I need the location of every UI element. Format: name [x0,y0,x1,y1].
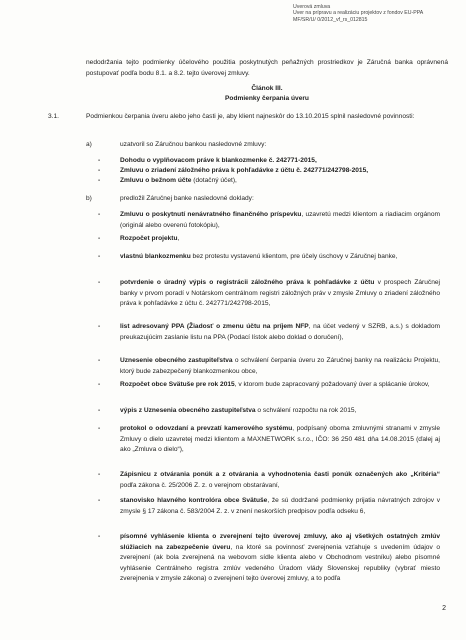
document-item-rest: , v ktorom bude zapracovaný požadovaný úver a splácanie úrokov, [234,381,430,388]
point-b-label: b) [86,195,92,202]
document-item-rest: podľa zákona č. 25/2006 Z. z. o verejnom obstarávaní, [120,481,280,489]
document-item-rest: , podpísaný oboma zmluvnými stranami v zmysle Zmluvy o dielo uzavretej medzi klientom a MAXNETWORK s.r.o., IČO: 36 250 481 dňa 14.08.2015 (ďalej aj ako „Zmluva o dielo“), [120,425,440,453]
document-item [120,532,440,585]
dash-bullet: - [98,533,101,540]
document-item-rest: , na účet vedený v SZRB, a.s.) s dokladom preukazujúcim zaslanie listu na PPA (Podací lístok alebo doklad o doručení), [120,323,440,341]
document-item-bold: stanovisko hlavného kontrolóra obce Svätuše [120,497,268,504]
document-header [293,4,458,23]
document-item [120,234,440,245]
document-item-bold: Rozpočet projektu [120,235,178,242]
document-item-bold: potvrdenie o úradný výpis o registrácii záložného práva k pohľadávke z účtu [120,279,375,286]
point-b-text: predložil Záručnej banke nasledovné doklady: [120,195,254,202]
contract-item [120,176,440,187]
document-item [120,380,440,391]
document-item-bold: Uznesenie obecného zastupiteľstva [120,357,233,364]
contract-item-bold: Zmluvu o bežnom účte [120,177,192,184]
dash-bullet: - [98,253,101,260]
document-item [120,252,440,263]
document-item [120,424,440,456]
article-number: Článok III. [251,85,283,92]
document-item [120,406,440,417]
contract-item-rest: (dotačný účet), [191,177,237,184]
document-item [120,470,440,491]
section-text: Podmienkou čerpania úveru alebo jeho časti je, aby klient najneskôr do 13.10.2015 splnil nasledovné povinnosti: [86,113,415,120]
document-item-rest: , na ktoré sa povinnosť zverejnenia vzťahuje s uvedením údajov o zverejnení (ak bola zverejnená na webovom sídle klienta alebo v Obchodnom vestníku) alebo písomné vyhlásenie Centrálneho registra zmlúv vedeného Úradom vlády Slovenskej republiky (vybrať miesto zverejnenia v zmysle zákona) o zverejnení tejto úverovej zmluvy, a to podľa [120,543,440,582]
dash-bullet: - [98,279,101,286]
header-line: MF/SR/Ú/ 0/2012_vf_rs_012815 [293,16,368,23]
document-item [120,278,440,310]
document-item-rest: v prospech Záručnej banky v prvom poradí v Notárskom centrálnom registri záložných práv v zmysle Zmluvy o zriadení záložného práva k pohľadávke z účtu č. 242771/242798-2015, [120,279,440,307]
document-item-bold: Zmluvu o poskytnutí nenávratného finančného príspevku [120,211,302,218]
document-item-bold: písomné vyhlásenie klienta o zverejnení tejto úverovej zmluvy, ako aj všetkých ostatných zmlúv slúžiacich na zabezpečenie úveru [120,533,440,551]
document-item-rest: o schválení čerpania úveru zo Záručnej banky na realizáciu Projektu, ktorý bude zabezpečený blankozmenkou obce, [120,357,440,375]
point-a-label: a) [86,141,92,148]
intro-paragraph: nedodržania tejto podmienky účelového použitia poskytnutých peňažných prostriedkov je Záručná banka oprávnená postupovať podľa bodu 8.1. a 8.2. tejto úverovej zmluvy. [86,59,448,77]
header-line: Úver na prípravu a realizáciu projektov z fondov EÚ-PPA [293,10,424,17]
article-title: Podmienky čerpania úveru [225,95,309,102]
document-item [120,356,440,377]
document-item-rest: bez protestu vystavenú klientom, pre účely úschovy v Záručnej banke, [190,253,398,260]
dash-bullet: - [98,357,101,364]
document-item-bold: list adresovaný PPA (Žiadosť o zmenu účtu na príjem NFP [120,323,309,330]
document-item [120,496,440,517]
dash-bullet: - [98,157,101,164]
document-item-rest: o schválení rozpočtu na rok 2015, [255,407,357,414]
dash-bullet: - [98,167,101,174]
dash-bullet: - [98,425,101,432]
page-number: 2 [442,605,446,612]
point-a-text: uzatvoril so Záručnou bankou nasledovné zmluvy: [120,141,267,148]
contract-item: Zmluvu o zriadení záložného práva k pohľadávke z účtu č. 242771/242798-2015, [120,167,369,174]
header-line: Úverová zmluva [293,4,331,10]
document-item-bold: výpis z Uznesenia obecného zastupiteľstva [120,407,256,414]
document-item-bold: vlastnú blankozmenku [120,253,191,260]
document-item-bold: Rozpočet obce Svätuše pre rok 2015 [120,381,235,388]
document-item-rest: , že sú dodržané podmienky prijatia návratných zdrojov v zmysle § 17 zákona č. 583/2004 Z. z. v znení neskorších predpisov podľa odseku 6, [120,497,440,515]
dash-bullet: - [98,471,101,478]
dash-bullet: - [98,235,101,242]
document-item [120,322,440,343]
document-item [120,210,440,231]
dash-bullet: - [98,407,101,414]
dash-bullet: - [98,177,101,184]
dash-bullet: - [98,381,101,388]
document-item-rest: , uzavretú medzi klientom a riadiacim orgánom (originál alebo overenú fotokópiu), [120,211,440,229]
contract-item: Dohodu o vyplňovacom práve k blankozmenke č. 242771-2015, [120,157,317,164]
section-number: 3.1. [48,113,59,120]
dash-bullet: - [98,211,101,218]
document-item-rest: , [177,235,180,242]
document-item-bold: Zápisnicu z otvárania ponúk a z otvárania a vyhodnotenia časti ponúk označených ako „Kritéria“ [120,471,440,478]
document-item-bold: protokol o odovzdaní a prevzatí kamerového systému [120,425,293,432]
dash-bullet: - [98,497,101,504]
dash-bullet: - [98,323,101,330]
